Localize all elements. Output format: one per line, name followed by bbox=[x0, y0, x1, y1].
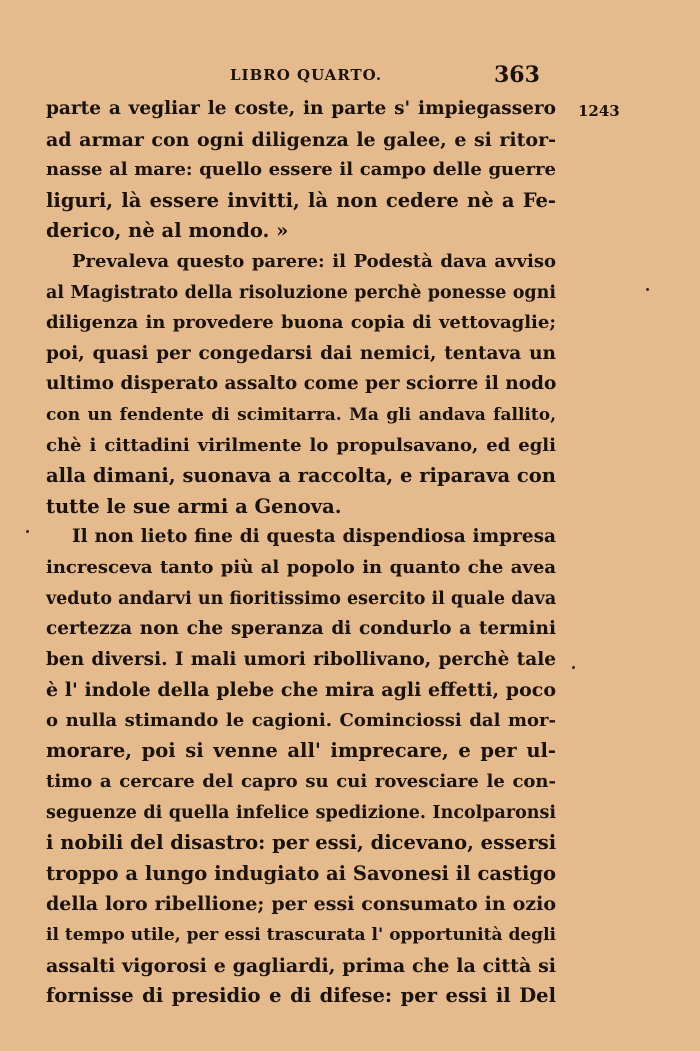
text-line: assalti vigorosi e gagliardi, prima che la città si bbox=[46, 954, 556, 977]
text-line: incresceva tanto più al popolo in quanto che avea bbox=[46, 556, 556, 578]
text-line: liguri, là essere invitti, là non cedere nè a Fe- bbox=[46, 188, 556, 212]
text-line: Prevaleva questo parere: il Podestà dava avviso bbox=[72, 250, 556, 272]
text-line: Il non lieto fine di questa dispendiosa impresa bbox=[72, 526, 556, 548]
text-line: con un fendente di scimitarra. Ma gli andava fallito, bbox=[46, 404, 556, 425]
text-line: i nobili del disastro: per essi, dicevano, essersi bbox=[46, 831, 557, 855]
running-title: LIBRO QUARTO. bbox=[230, 66, 383, 84]
text-line: parte a vegliar le coste, in parte s' impiegassero bbox=[46, 98, 556, 119]
text-line: nasse al mare: quello essere il campo delle guerre bbox=[46, 159, 556, 181]
text-line: timo a cercare del capro su cui rovesciare le con- bbox=[46, 771, 556, 793]
text-line: al Magistrato della risoluzione perchè ponesse ogni bbox=[46, 282, 556, 303]
text-line: tutte le sue armi a Genova. bbox=[46, 494, 342, 518]
text-line: ben diversi. I mali umori ribollivano, perchè tale bbox=[46, 648, 556, 670]
text-line: della loro ribellione; per essi consumato in ozio bbox=[46, 893, 556, 916]
ink-speck bbox=[572, 666, 575, 669]
text-line: derico, nè al mondo. » bbox=[46, 219, 289, 243]
margin-year-note: 1243 bbox=[578, 102, 620, 120]
body-text bbox=[46, 94, 556, 1012]
page-number: 363 bbox=[494, 62, 540, 88]
text-line: il tempo utile, per essi trascurata l' opportunità degli bbox=[46, 925, 556, 946]
text-line: diligenza in provedere buona copia di vettovaglie; bbox=[46, 312, 556, 334]
text-line: è l' indole della plebe che mira agli effetti, poco bbox=[46, 679, 556, 702]
ink-speck bbox=[646, 288, 649, 291]
text-line: alla dimani, suonava a raccolta, e riparava con bbox=[46, 464, 556, 488]
text-line: ad armar con ogni diligenza le galee, e si ritor- bbox=[46, 128, 556, 151]
text-line: certezza non che speranza di condurlo a termini bbox=[46, 618, 556, 640]
text-line: veduto andarvi un fioritissimo esercito il quale dava bbox=[46, 588, 557, 609]
text-line: poi, quasi per congedarsi dai nemici, tentava un bbox=[46, 342, 556, 364]
ink-speck bbox=[26, 530, 29, 533]
text-line: troppo a lungo indugiato ai Savonesi il castigo bbox=[46, 861, 556, 885]
text-line: ultimo disperato assalto come per sciorre il nodo bbox=[46, 373, 557, 395]
text-line: seguenze di quella infelice spedizione. Incolparonsi bbox=[46, 802, 556, 823]
text-line: fornisse di presidio e di difese: per essi il Del bbox=[46, 984, 556, 1008]
text-line: morare, poi si venne all' imprecare, e per ul- bbox=[46, 739, 556, 763]
text-line: o nulla stimando le cagioni. Cominciossi dal mor- bbox=[46, 709, 556, 731]
text-line: chè i cittadini virilmente lo propulsavano, ed egli bbox=[46, 434, 556, 456]
